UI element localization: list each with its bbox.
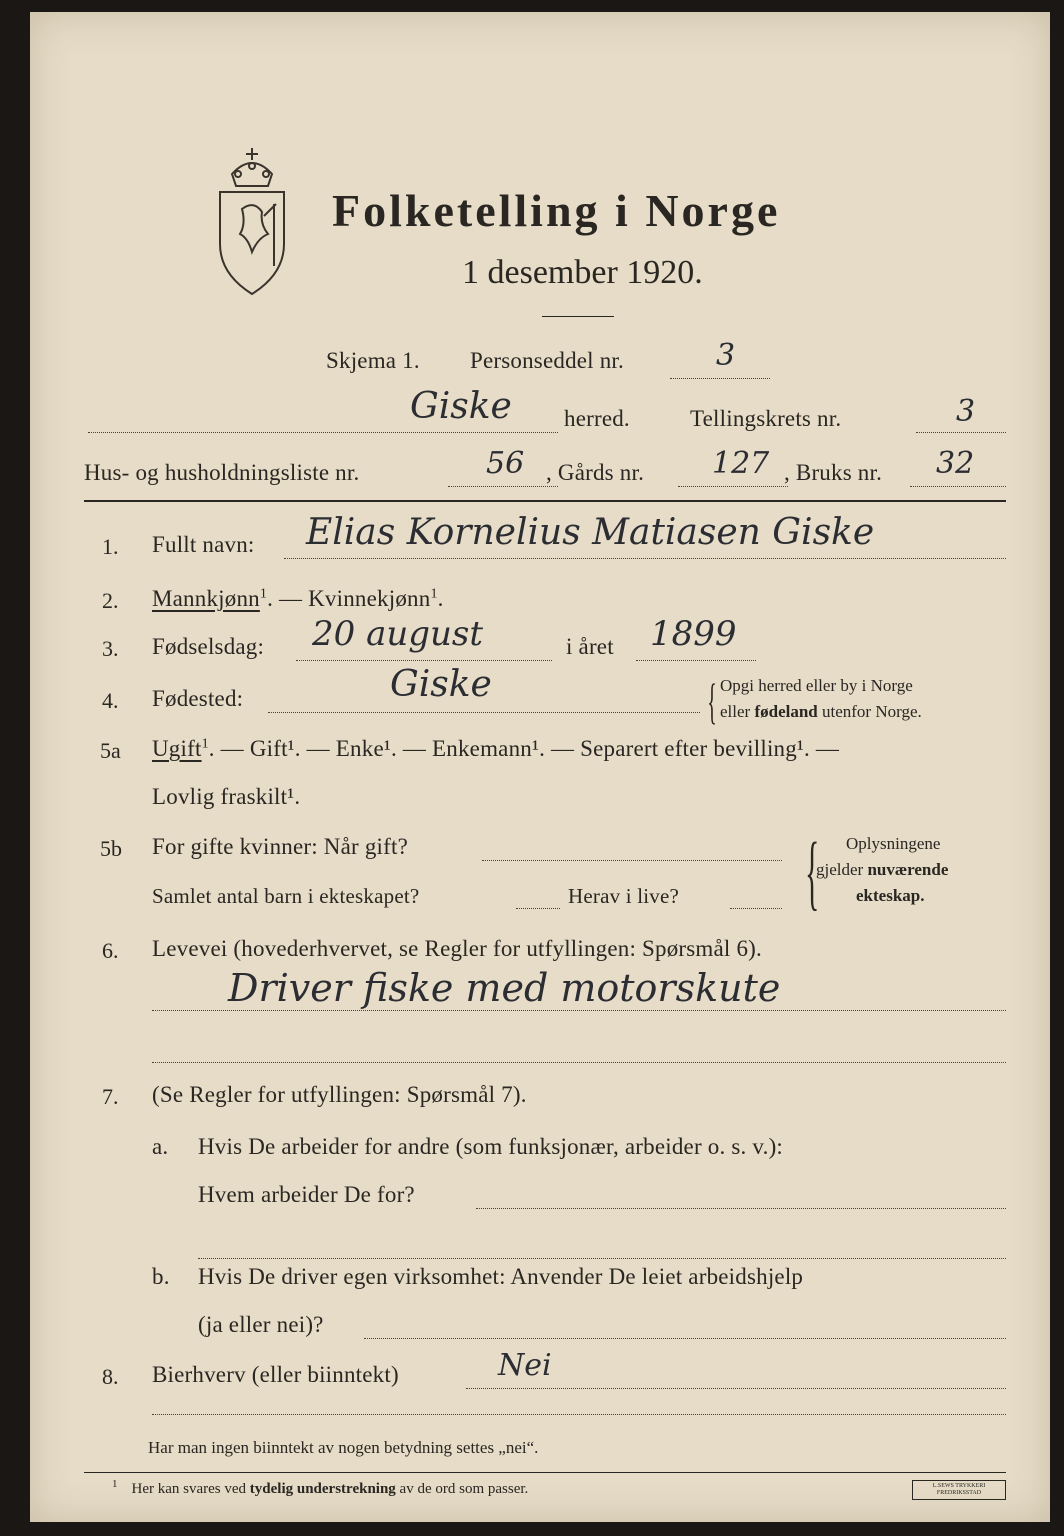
q4-value[interactable]: Giske	[390, 664, 492, 705]
q3-year-line	[636, 660, 756, 661]
q5b-note2-a: gjelder	[816, 860, 868, 879]
q4-line	[268, 712, 700, 713]
q8-line2	[152, 1414, 1006, 1415]
q2-number: 2.	[102, 588, 119, 613]
q3-year-value[interactable]: 1899	[650, 614, 737, 654]
footnote	[112, 1478, 528, 1498]
q5b-label1: For gifte kvinner: Når gift?	[152, 834, 408, 859]
form-date: 1 desember 1920.	[462, 254, 703, 291]
footnote-mark: 1	[112, 1478, 118, 1490]
q6-label: Levevei (hovederhvervet, se Regler for utfyllingen: Spørsmål 6).	[152, 936, 762, 961]
q7-number: 7.	[102, 1084, 119, 1109]
footnote-a: Her kan svares ved	[131, 1481, 250, 1497]
q7a-letter: a.	[152, 1134, 169, 1159]
q5b-line1	[482, 860, 782, 861]
q5a-sup: 1	[201, 736, 209, 752]
q3-label: Fødselsdag:	[152, 634, 265, 659]
bruks-line	[910, 486, 1006, 487]
q2-female-option[interactable]: Kvinnekjønn	[308, 586, 431, 611]
q5b-label3: Herav i live?	[568, 884, 680, 908]
q6-line2	[152, 1062, 1006, 1063]
q3-number: 3.	[102, 636, 119, 661]
q2-separator: . —	[267, 586, 309, 611]
q3-year-label: i året	[566, 634, 614, 659]
q5a-ugift-option[interactable]: Ugift	[152, 736, 202, 761]
norwegian-coat-of-arms-icon	[202, 134, 302, 299]
q5a-rest: . — Gift¹. — Enke¹. — Enkemann¹. — Separert efter bevilling¹. —	[208, 736, 840, 761]
herred-line	[88, 432, 558, 433]
q5a-text	[152, 736, 839, 762]
q5b-number: 5b	[100, 836, 122, 861]
printer-stamp: L.SEWS TRYKKERI FREDRIKSSTAD	[912, 1480, 1006, 1500]
herred-label: herred.	[564, 406, 630, 431]
footer-note: Har man ingen biinntekt av nogen betydning settes „nei“.	[148, 1438, 539, 1457]
q2-end: .	[437, 586, 444, 611]
q6-value[interactable]: Driver fiske med motorskute	[228, 966, 781, 1010]
q7b-question: (ja eller nei)?	[198, 1312, 324, 1337]
personseddel-value[interactable]: 3	[716, 338, 736, 373]
q5b-note2	[816, 860, 948, 880]
q7a-text: Hvis De arbeider for andre (som funksjonær, arbeider o. s. v.):	[198, 1134, 784, 1159]
personseddel-label: Personseddel nr.	[470, 348, 624, 373]
q5b-brace: {	[805, 826, 820, 919]
gards-label: , Gårds nr.	[546, 460, 645, 485]
q7a-question: Hvem arbeider De for?	[198, 1182, 415, 1207]
q7a-line1	[476, 1208, 1006, 1209]
hus-label: Hus- og husholdningsliste nr.	[84, 460, 360, 485]
hus-value[interactable]: 56	[486, 446, 525, 481]
title-rule	[542, 316, 614, 317]
q5b-line3	[730, 908, 782, 909]
q5b-note3: ekteskap.	[856, 886, 925, 905]
q8-line1	[466, 1388, 1006, 1389]
tellingskrets-line	[916, 432, 1006, 433]
q7a-line2	[198, 1258, 1006, 1259]
q7b-text: Hvis De driver egen virksomhet: Anvender De leiet arbeidshjelp	[198, 1264, 804, 1289]
q8-number: 8.	[102, 1364, 119, 1389]
q1-line	[284, 558, 1006, 559]
q7b-line	[364, 1338, 1006, 1339]
q5b-label2: Samlet antal barn i ekteskapet?	[152, 884, 420, 908]
q1-number: 1.	[102, 534, 119, 559]
herred-value[interactable]: Giske	[410, 386, 512, 427]
q4-note-line1: Opgi herred eller by i Norge	[720, 676, 913, 695]
q4-note2-a: eller	[720, 702, 755, 721]
q4-brace: {	[707, 673, 717, 729]
census-form-page	[30, 12, 1050, 1522]
q2-sup-b: 1	[430, 586, 438, 602]
footnote-c: av de ord som passer.	[395, 1481, 529, 1497]
q5a-line2: Lovlig fraskilt¹.	[152, 784, 301, 809]
q4-note-line2	[720, 702, 922, 722]
bruks-label: , Bruks nr.	[784, 460, 883, 485]
q4-label: Fødested:	[152, 686, 244, 711]
q4-number: 4.	[102, 688, 119, 713]
gards-line	[678, 486, 788, 487]
q5b-note2-b: nuværende	[867, 860, 949, 879]
header-divider	[84, 500, 1006, 502]
q6-line1	[152, 1010, 1006, 1011]
q5b-note1: Oplysningene	[846, 834, 941, 853]
tellingskrets-label: Tellingskrets nr.	[690, 406, 842, 431]
tellingskrets-value[interactable]: 3	[956, 394, 976, 429]
q1-label: Fullt navn:	[152, 532, 255, 557]
q2-text	[152, 586, 444, 612]
q8-label: Bierhverv (eller biinntekt)	[152, 1362, 399, 1387]
q4-note2-b: fødeland	[754, 702, 818, 721]
q3-value[interactable]: 20 august	[312, 614, 484, 654]
form-title: Folketelling i Norge	[332, 185, 781, 236]
q5a-number: 5a	[100, 738, 121, 763]
personseddel-line	[670, 378, 770, 379]
q5b-line2	[516, 908, 560, 909]
q7-label: (Se Regler for utfyllingen: Spørsmål 7).	[152, 1082, 527, 1107]
q1-value[interactable]: Elias Kornelius Matiasen Giske	[306, 512, 875, 553]
gards-value[interactable]: 127	[712, 446, 770, 481]
footer-divider	[84, 1472, 1006, 1473]
q4-note2-c: utenfor Norge.	[817, 702, 922, 721]
q6-number: 6.	[102, 938, 119, 963]
schema-label: Skjema 1.	[326, 348, 420, 373]
q2-male-option[interactable]: Mannkjønn	[152, 586, 260, 611]
hus-line	[448, 486, 558, 487]
q7b-letter: b.	[152, 1264, 170, 1289]
q2-sup-a: 1	[259, 586, 268, 602]
bruks-value[interactable]: 32	[936, 446, 975, 481]
q3-line	[296, 660, 552, 661]
q8-value[interactable]: Nei	[498, 1348, 552, 1383]
footnote-b: tydelig understrekning	[249, 1481, 396, 1497]
